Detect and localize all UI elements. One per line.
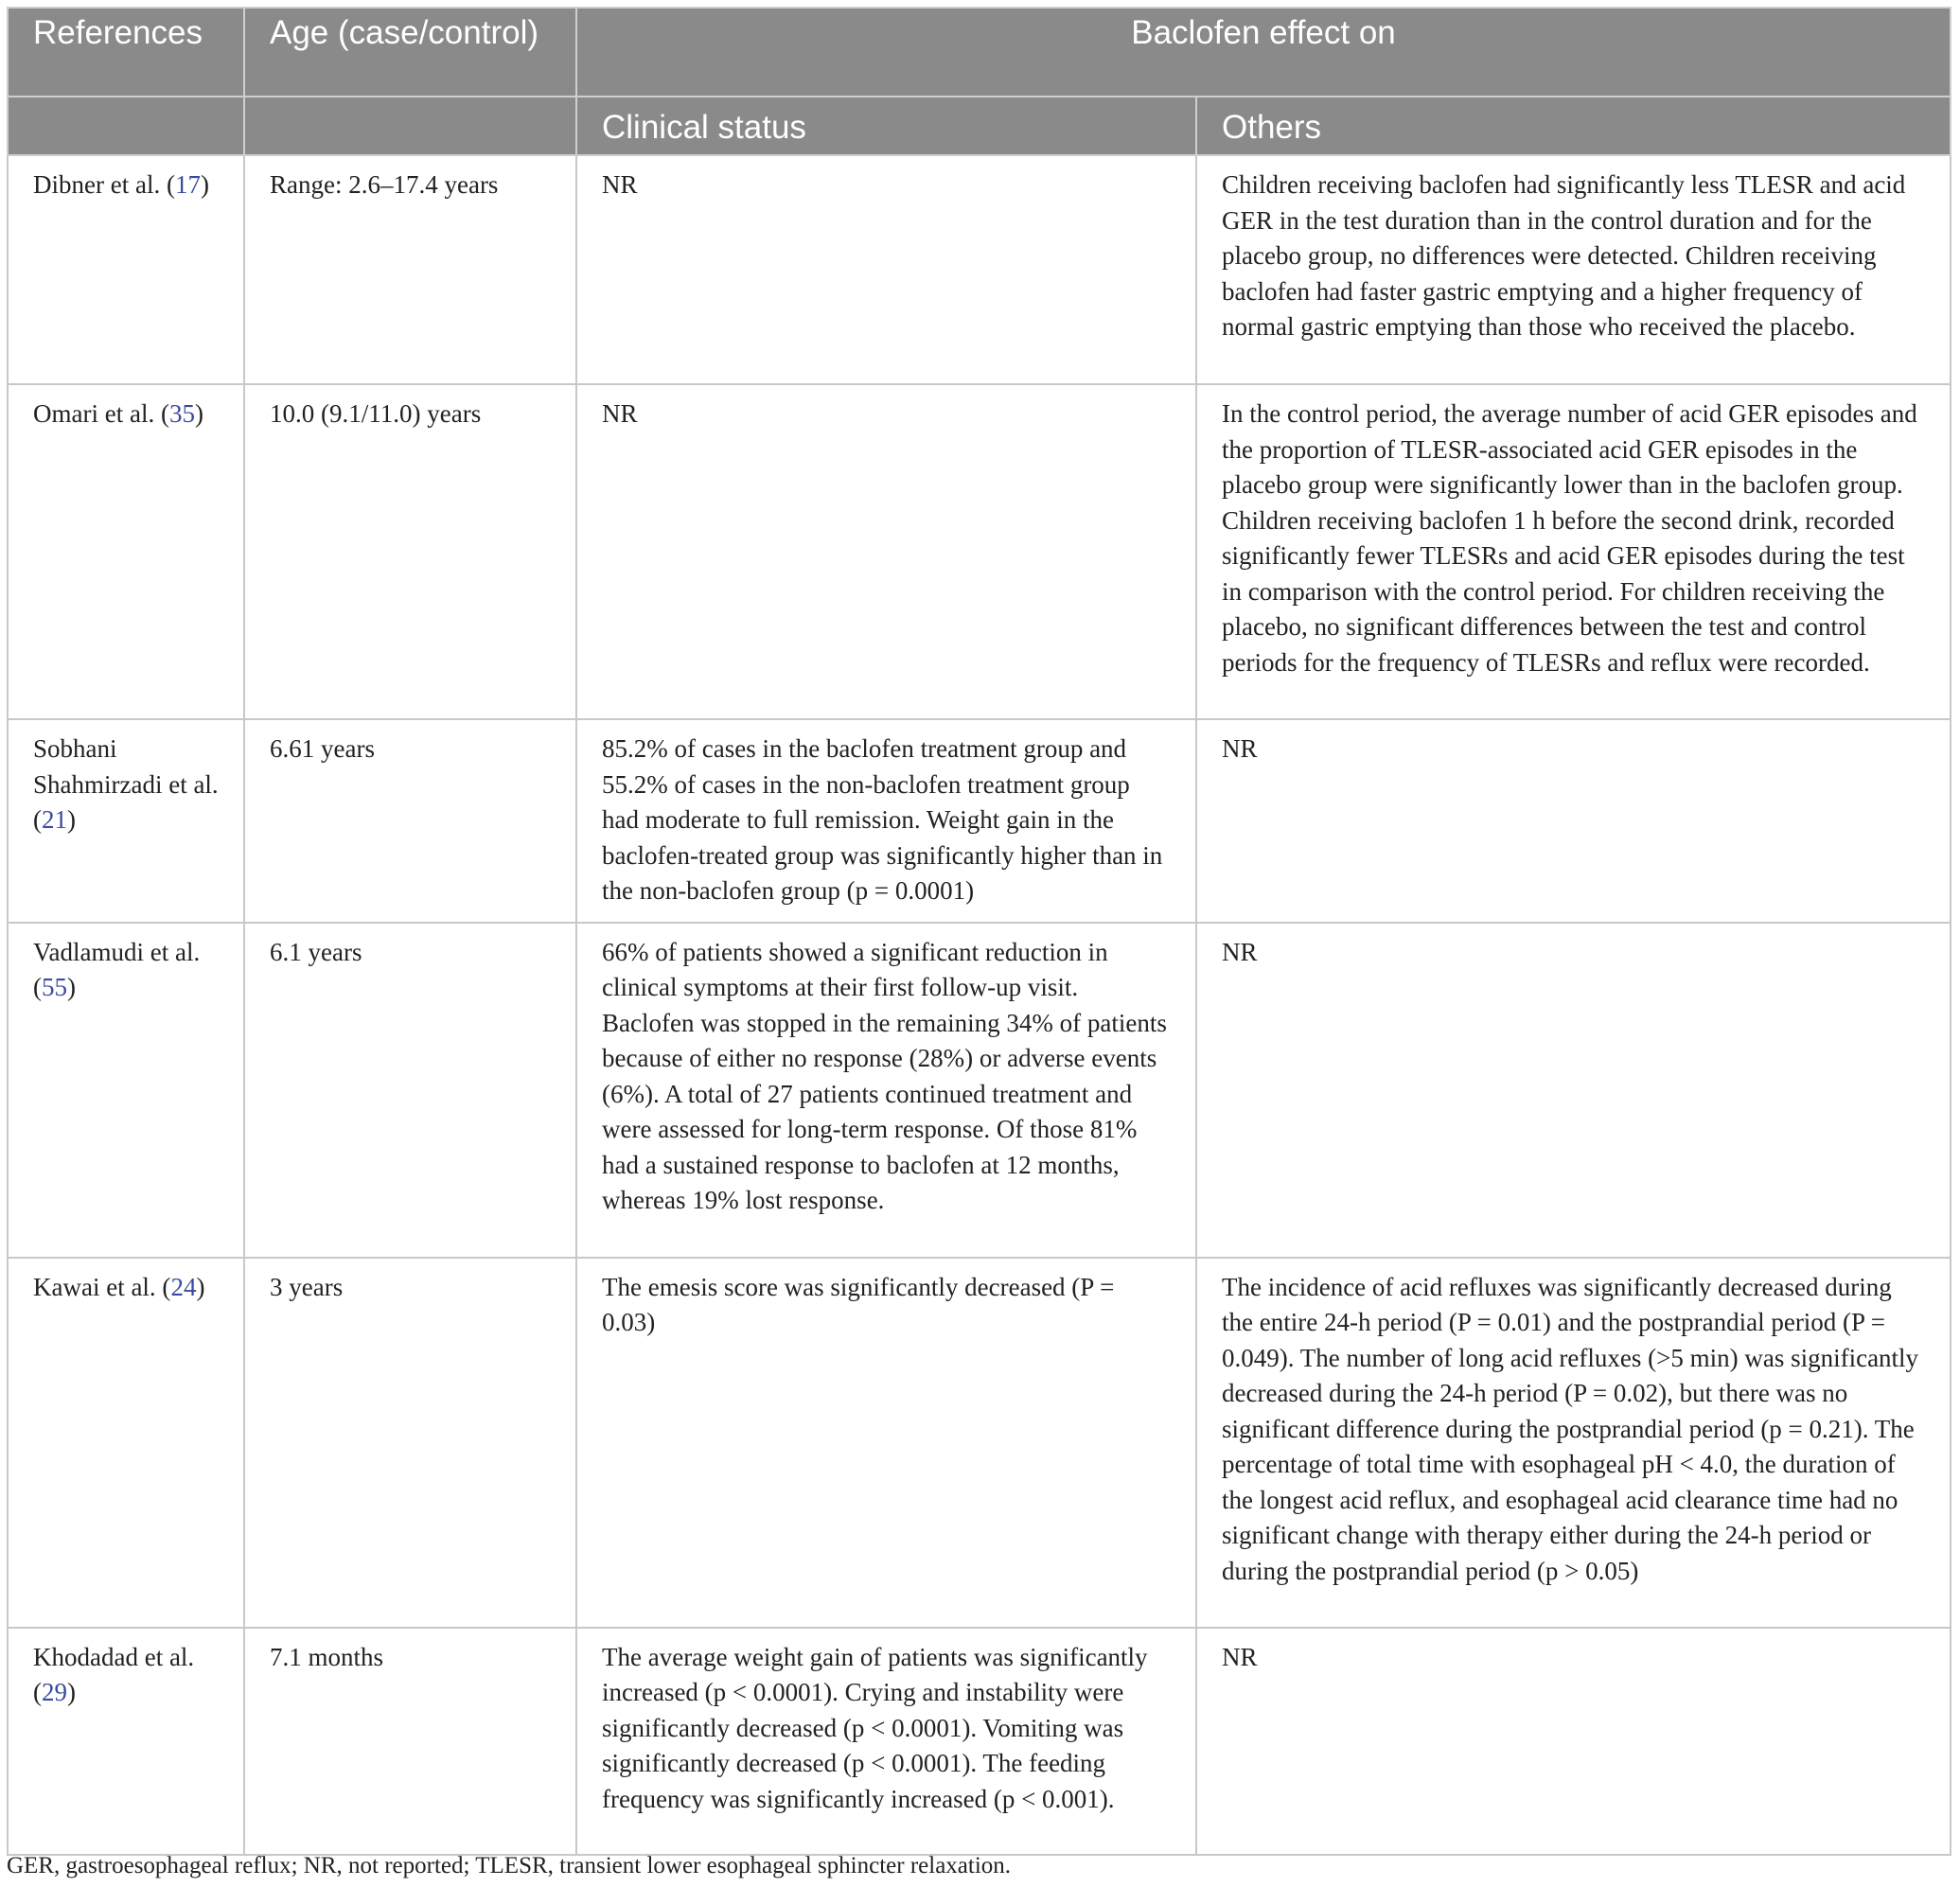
- header-others: Others: [1196, 97, 1951, 155]
- age-cell: 6.1 years: [244, 923, 576, 1258]
- table-row: [8, 1258, 1951, 1628]
- table-row: [8, 155, 1951, 384]
- baclofen-studies-table: [7, 7, 1951, 1856]
- clinical-status-cell: The average weight gain of patients was significantly increased (p < 0.0001). Crying and instability were significantly decreased (p < 0.0001). Vomiting was significantly decreased (p < 0.0001). The feeding frequency was significantly increased (p < 0.001).: [576, 1628, 1196, 1855]
- header-references: References: [8, 8, 244, 97]
- table-container: [7, 7, 1950, 1856]
- subheader-row: [8, 97, 1951, 155]
- reference-cell: Vadlamudi et al. (55): [8, 923, 244, 1258]
- reference-cell: Khodadad et al. (29): [8, 1628, 244, 1855]
- header-age: Age (case/control): [244, 8, 576, 97]
- header-row: [8, 8, 1951, 97]
- others-cell: NR: [1196, 719, 1951, 923]
- others-cell: The incidence of acid refluxes was significantly decreased during the entire 24-h period (P = 0.01) and the postprandial period (P = 0.049). The number of long acid refluxes (>5 min) was significantly decreased during the 24-h period (P = 0.02), but there was no significant difference during the postprandial period (p = 0.21). The percentage of total time with esophageal pH < 4.0, the duration of the longest acid reflux, and esophageal acid clearance time had no significant change with therapy either during the 24-h period or during the postprandial period (p > 0.05): [1196, 1258, 1951, 1628]
- clinical-status-cell: 85.2% of cases in the baclofen treatment group and 55.2% of cases in the non-baclofen treatment group had moderate to full remission. Weight gain in the baclofen-treated group was significantly higher than in the non-baclofen group (p = 0.0001): [576, 719, 1196, 923]
- table-row: [8, 923, 1951, 1258]
- header-clinical-status: Clinical status: [576, 97, 1196, 155]
- table-row: [8, 384, 1951, 719]
- subheader-blank-2: [244, 97, 576, 155]
- citation-link[interactable]: 17: [174, 170, 201, 199]
- clinical-status-cell: The emesis score was significantly decreased (P = 0.03): [576, 1258, 1196, 1628]
- others-cell: In the control period, the average number of acid GER episodes and the proportion of TLESR-associated acid GER episodes in the placebo group were significantly lower than in the baclofen group. Children receiving baclofen 1 h before the second drink, recorded significantly fewer TLESRs and acid GER episodes during the test in comparison with the control period. For children receiving the placebo, no significant differences between the test and control periods for the frequency of TLESRs and reflux were recorded.: [1196, 384, 1951, 719]
- reference-cell: Dibner et al. (17): [8, 155, 244, 384]
- citation-link[interactable]: 35: [168, 399, 195, 428]
- citation-link[interactable]: 21: [42, 805, 67, 834]
- header-baclofen-effect: Baclofen effect on: [576, 8, 1951, 97]
- age-cell: 3 years: [244, 1258, 576, 1628]
- others-cell: Children receiving baclofen had significantly less TLESR and acid GER in the test duration than in the control duration and for the placebo group, no differences were detected. Children receiving baclofen had faster gastric emptying and a higher frequency of normal gastric emptying than those who received the placebo.: [1196, 155, 1951, 384]
- others-cell: NR: [1196, 923, 1951, 1258]
- table-row: [8, 719, 1951, 923]
- reference-cell: Omari et al. (35): [8, 384, 244, 719]
- reference-cell: Sobhani Shahmirzadi et al. (21): [8, 719, 244, 923]
- table-footnote: GER, gastroesophageal reflux; NR, not reported; TLESR, transient lower esophageal sphincter relaxation.: [7, 1853, 1012, 1878]
- clinical-status-cell: NR: [576, 384, 1196, 719]
- citation-link[interactable]: 55: [42, 973, 67, 1001]
- reference-cell: Kawai et al. (24): [8, 1258, 244, 1628]
- citation-link[interactable]: 29: [42, 1678, 67, 1706]
- others-cell: NR: [1196, 1628, 1951, 1855]
- age-cell: 10.0 (9.1/11.0) years: [244, 384, 576, 719]
- table-row: [8, 1628, 1951, 1855]
- clinical-status-cell: NR: [576, 155, 1196, 384]
- subheader-blank-1: [8, 97, 244, 155]
- age-cell: 6.61 years: [244, 719, 576, 923]
- citation-link[interactable]: 24: [170, 1272, 197, 1301]
- clinical-status-cell: 66% of patients showed a significant reduction in clinical symptoms at their first follow-up visit. Baclofen was stopped in the remaining 34% of patients because of either no response (28%) or adverse events (6%). A total of 27 patients continued treatment and were assessed for long-term response. Of those 81% had a sustained response to baclofen at 12 months, whereas 19% lost response.: [576, 923, 1196, 1258]
- age-cell: Range: 2.6–17.4 years: [244, 155, 576, 384]
- age-cell: 7.1 months: [244, 1628, 576, 1855]
